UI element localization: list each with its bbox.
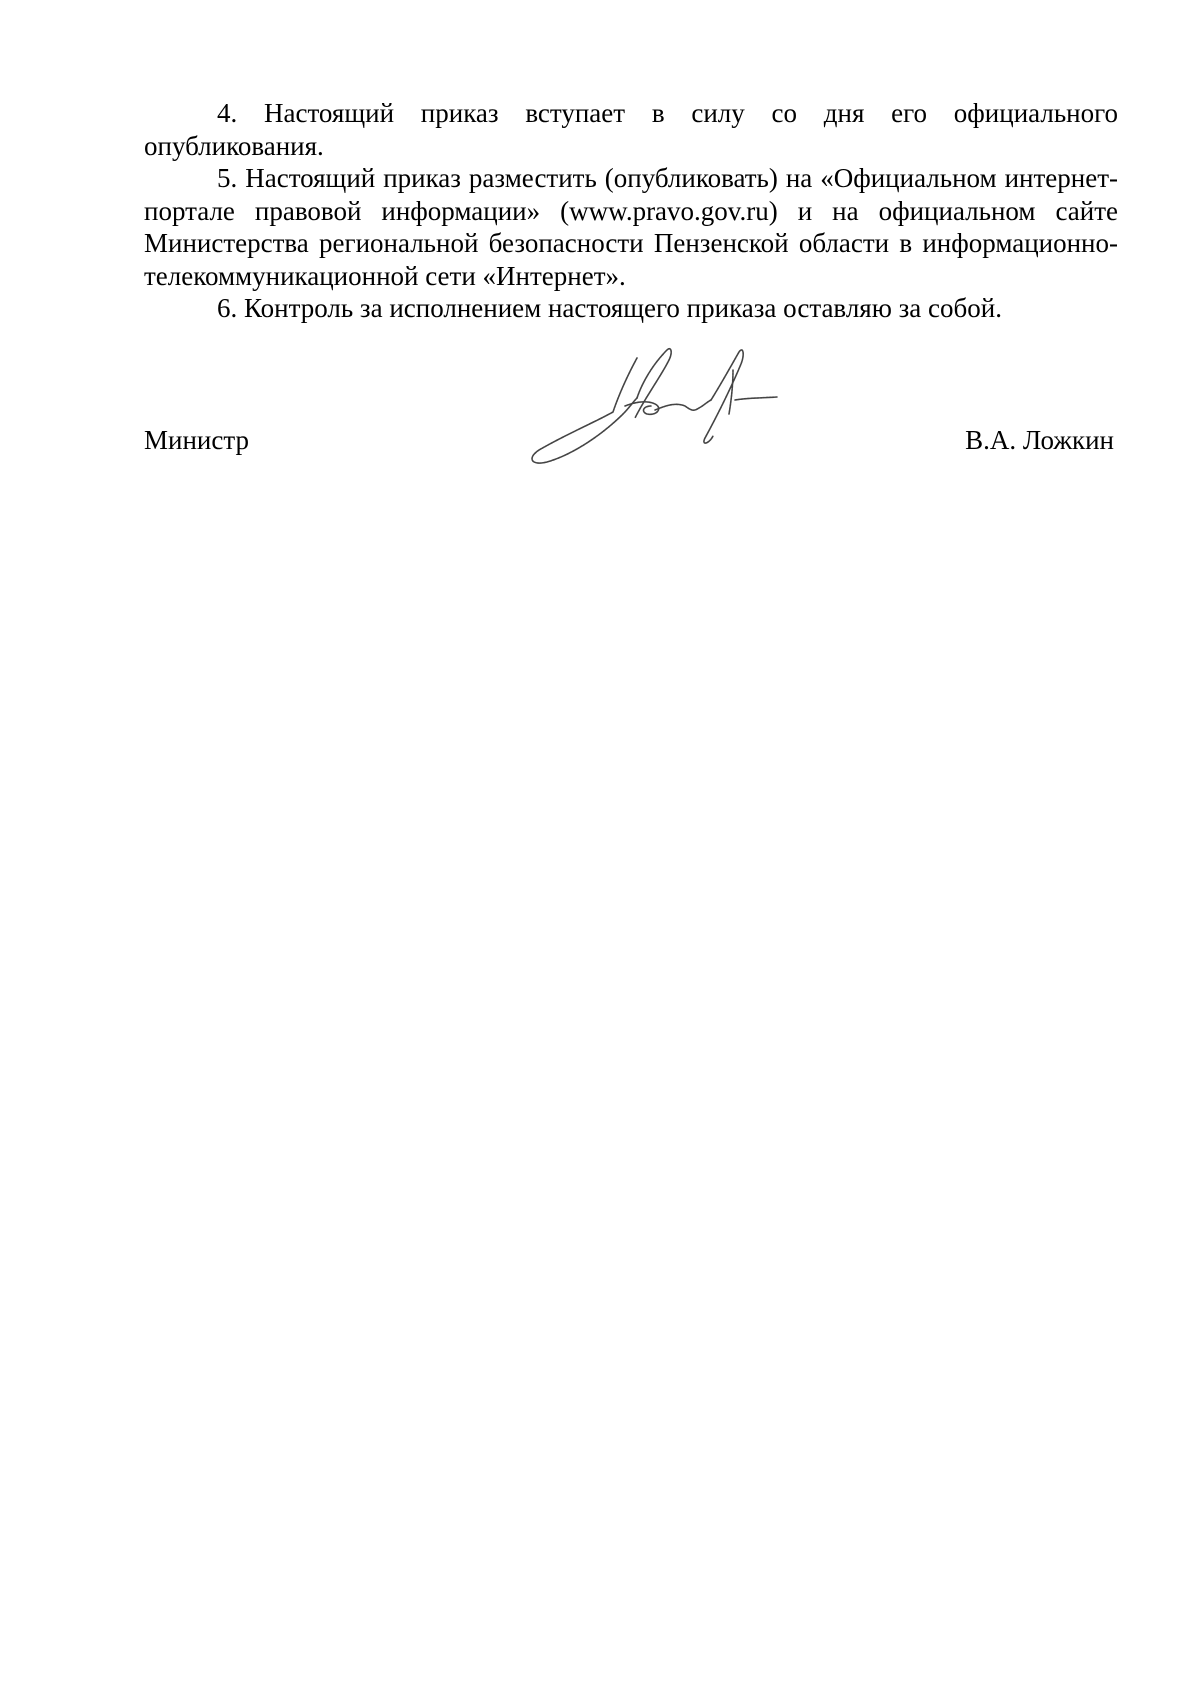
paragraph-item-5: 5. Настоящий приказ разместить (опубликовать) на «Официальном интернет-портале правовой информации» (www.pravo.gov.ru) и на официальном сайте Министерства региональной безопасности Пензенской области в информационно-телекоммуникационной сети «Интернет». [144,163,1118,291]
paragraph-item-6: 6. Контроль за исполнением настоящего приказа оставляю за собой. [217,293,1002,323]
document-body [144,97,1118,325]
signer-name: В.А. Ложкин [965,425,1114,455]
paragraph-item-4: 4. Настоящий приказ вступает в силу со дня его официального опубликования. [144,98,1118,161]
signer-position: Министр [144,425,249,455]
signature-row [144,424,1118,458]
